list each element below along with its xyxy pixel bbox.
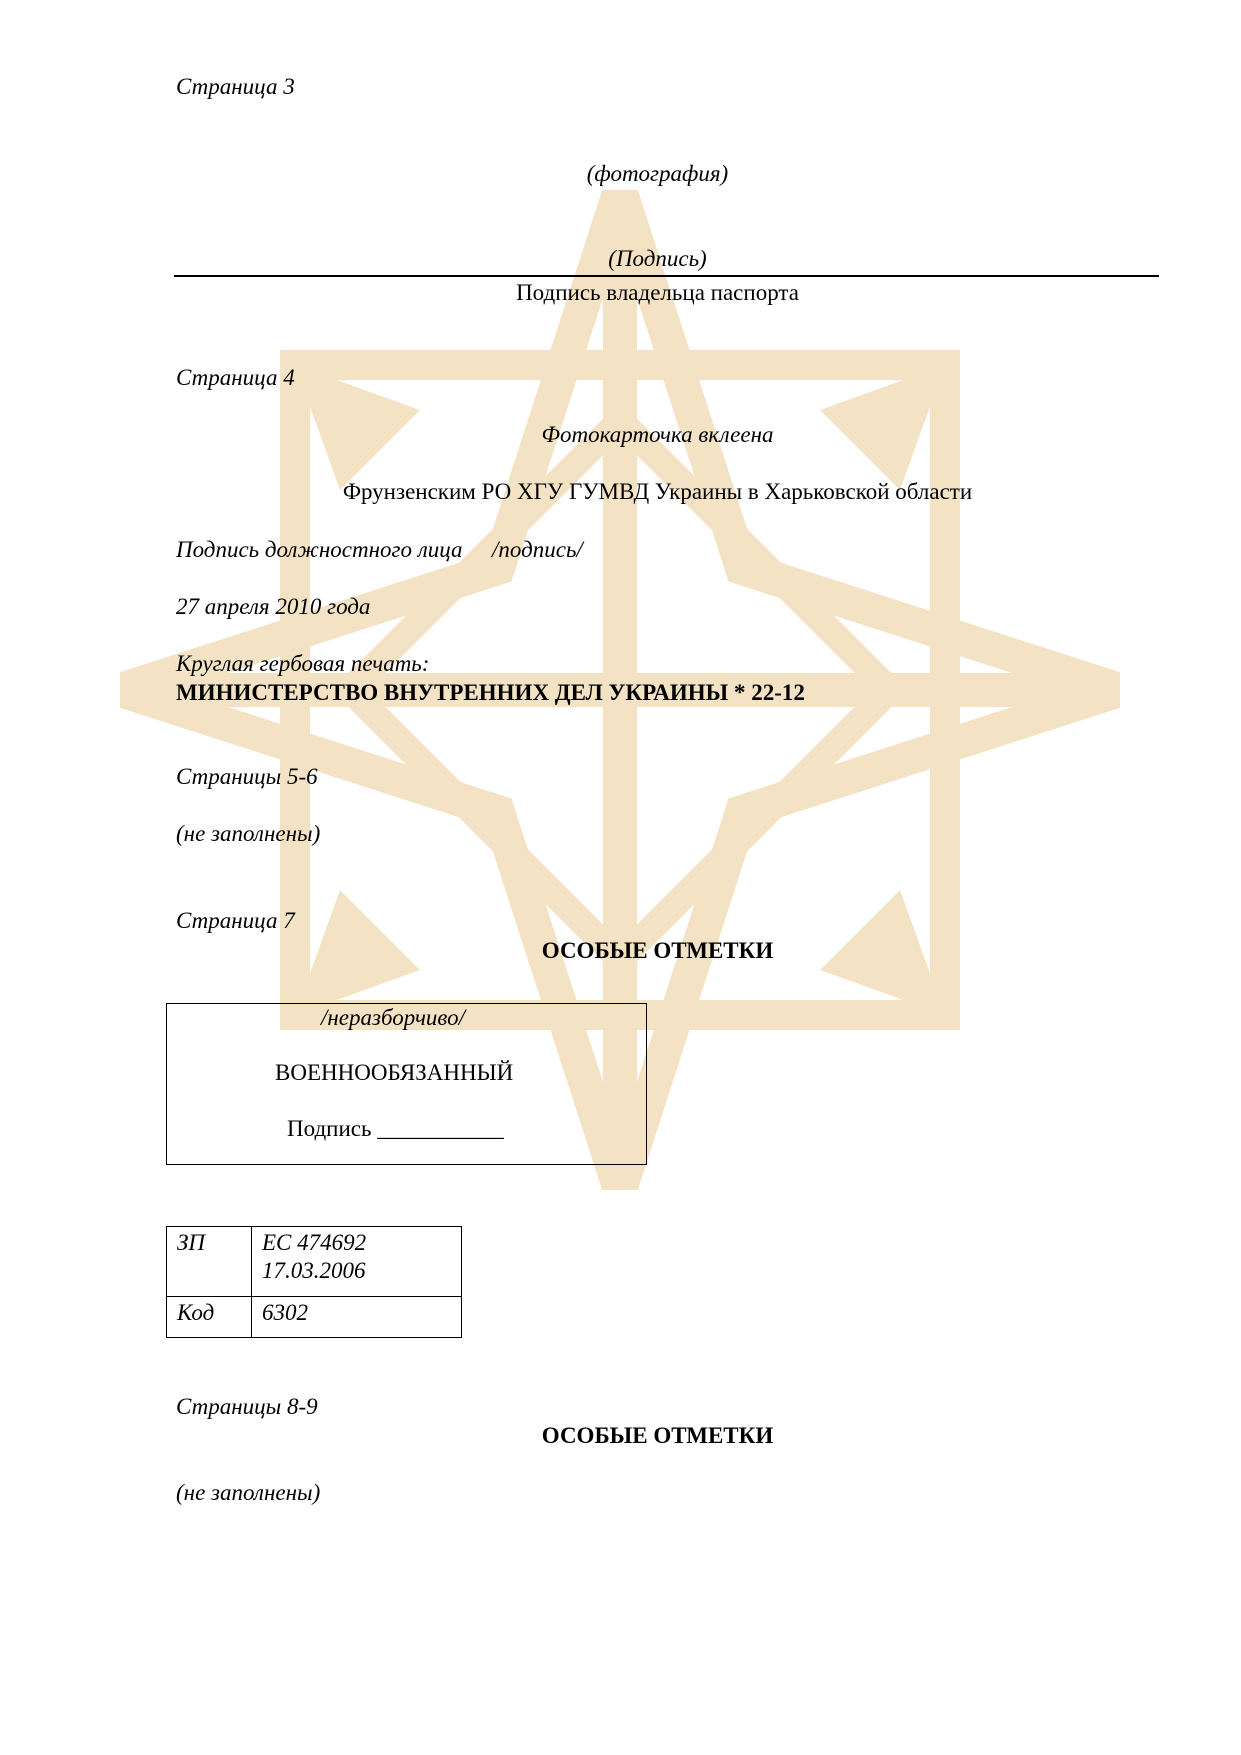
military-status: ВОЕННООБЯЗАННЫЙ	[275, 1060, 514, 1085]
table-row	[167, 1227, 462, 1297]
table-cell-value-line: 17.03.2006	[262, 1258, 366, 1283]
official-signature-row	[176, 536, 583, 564]
issuing-authority: Фрунзенским РО ХГУ ГУМВД Украины в Харьковской области	[342, 479, 973, 504]
signature-line	[174, 275, 1159, 277]
seal-text: МИНИСТЕРСТВО ВНУТРЕННИХ ДЕЛ УКРАИНЫ * 22-12	[176, 680, 805, 705]
table-cell-value: 6302	[252, 1297, 462, 1338]
special-marks-box	[166, 1003, 647, 1165]
pages8-9-title: ОСОБЫЕ ОТМЕТКИ	[541, 1423, 774, 1448]
table-cell-value	[252, 1227, 462, 1297]
page3-heading: Страница 3	[176, 74, 295, 99]
illegible-mark: /неразборчиво/	[321, 1005, 465, 1030]
pages5-6-heading: Страницы 5-6	[176, 764, 318, 789]
photo-glued-note: Фотокарточка вклеена	[541, 422, 774, 447]
page4-heading: Страница 4	[176, 365, 295, 390]
official-signature: /подпись/	[492, 537, 583, 562]
document-table	[166, 1226, 462, 1338]
owner-signature: (Подпись)	[608, 246, 707, 271]
page7-heading: Страница 7	[176, 908, 295, 933]
owner-signature-caption: Подпись владельца паспорта	[516, 280, 799, 305]
table-cell-value-line: ЕС 474692	[262, 1230, 367, 1255]
table-cell-label: Код	[167, 1297, 252, 1338]
official-signature-label: Подпись должностного лица	[176, 537, 463, 562]
pages8-9-note: (не заполнены)	[176, 1480, 321, 1505]
issue-date: 27 апреля 2010 года	[176, 594, 371, 619]
table-row	[167, 1297, 462, 1338]
table-cell-label: ЗП	[167, 1227, 252, 1297]
box-signature: Подпись ___________	[287, 1116, 504, 1141]
pages8-9-heading: Страницы 8-9	[176, 1394, 318, 1419]
pages5-6-note: (не заполнены)	[176, 821, 321, 846]
photo-placeholder: (фотография)	[586, 161, 729, 186]
seal-label: Круглая гербовая печать:	[176, 651, 430, 676]
page7-title: ОСОБЫЕ ОТМЕТКИ	[541, 938, 774, 963]
